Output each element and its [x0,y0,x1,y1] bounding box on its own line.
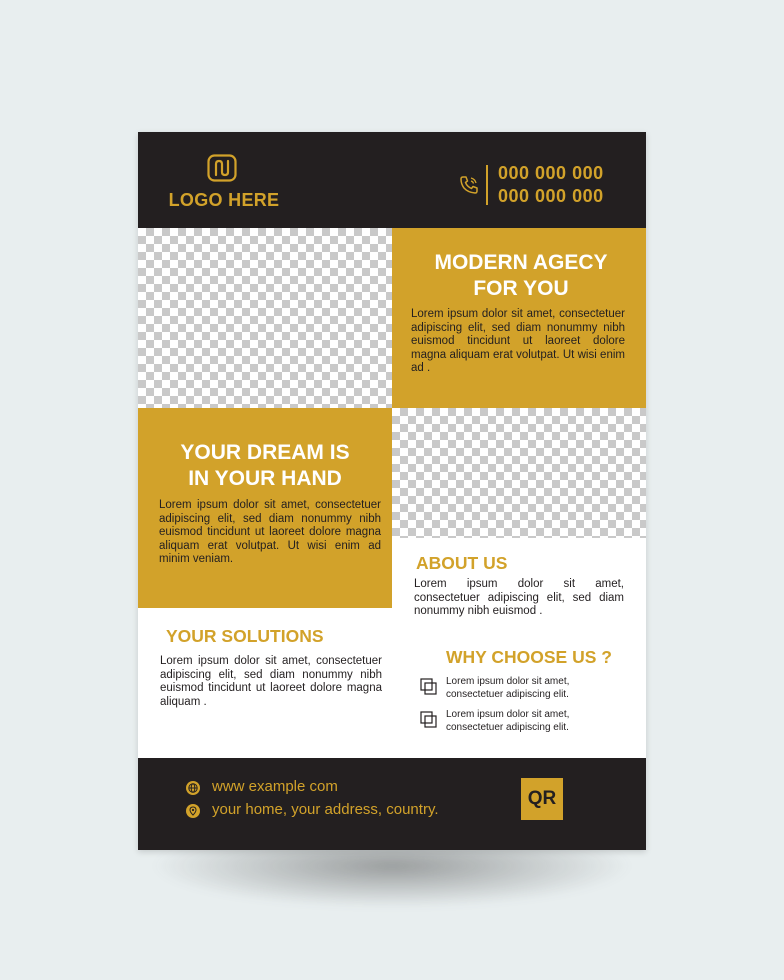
qr-code-placeholder: QR [521,778,563,820]
phone-divider [486,165,488,205]
logo-icon [207,154,237,182]
phone-icon [458,174,480,196]
why-title: WHY CHOOSE US ? [446,647,612,667]
dream-body: Lorem ipsum dolor sit amet, consectetuer adipiscing elit, sed diam nonummy nibh euismod tincidunt ut laoreet dolore magna aliquam erat volutpat. Ut wisi enim ad minim veniam. [159,499,381,565]
dream-title-line1: YOUR DREAM IS [180,441,350,464]
stacked-squares-icon [420,711,438,729]
phone-number-1: 000 000 000 [498,163,604,183]
phone-number-2: 000 000 000 [498,186,604,206]
why-item-text: Lorem ipsum dolor sit amet, consectetuer adipiscing elit. [446,709,570,733]
logo-text: LOGO HERE [168,190,280,210]
hero-panel [392,228,646,408]
solutions-title: YOUR SOLUTIONS [166,626,324,646]
flyer [138,132,646,850]
flyer-header [138,132,646,228]
dream-title-line2: IN YOUR HAND [188,467,342,490]
stacked-squares-icon [420,678,438,696]
about-title: ABOUT US [416,553,508,573]
website-text: www example com [212,778,338,795]
dream-panel [138,408,392,608]
about-body: Lorem ipsum dolor sit amet, consectetuer adipiscing elit, sed diam nonummy nibh euismod . [414,578,624,617]
address-text: your home, your address, country. [212,801,439,818]
flyer-footer [138,758,646,850]
hero-title-line2: FOR YOU [473,277,569,300]
image-placeholder-top [138,228,392,408]
location-icon [186,804,200,818]
hero-title-line1: MODERN AGECY [434,251,608,274]
image-placeholder-bottom [392,408,646,538]
globe-icon [186,781,200,795]
hero-body: Lorem ipsum dolor sit amet, consectetuer adipiscing elit, sed diam nonummy nibh euismod tincidunt ut laoreet dolore magna aliquam erat volutpat. Ut wisi enim ad . [411,308,625,374]
why-item-text: Lorem ipsum dolor sit amet, consectetuer adipiscing elit. [446,676,570,700]
solutions-body: Lorem ipsum dolor sit amet, consectetuer adipiscing elit, sed diam nonummy nibh euismod tincidunt ut laoreet dolore magna aliquam . [160,655,382,708]
flyer-shadow [150,848,634,908]
